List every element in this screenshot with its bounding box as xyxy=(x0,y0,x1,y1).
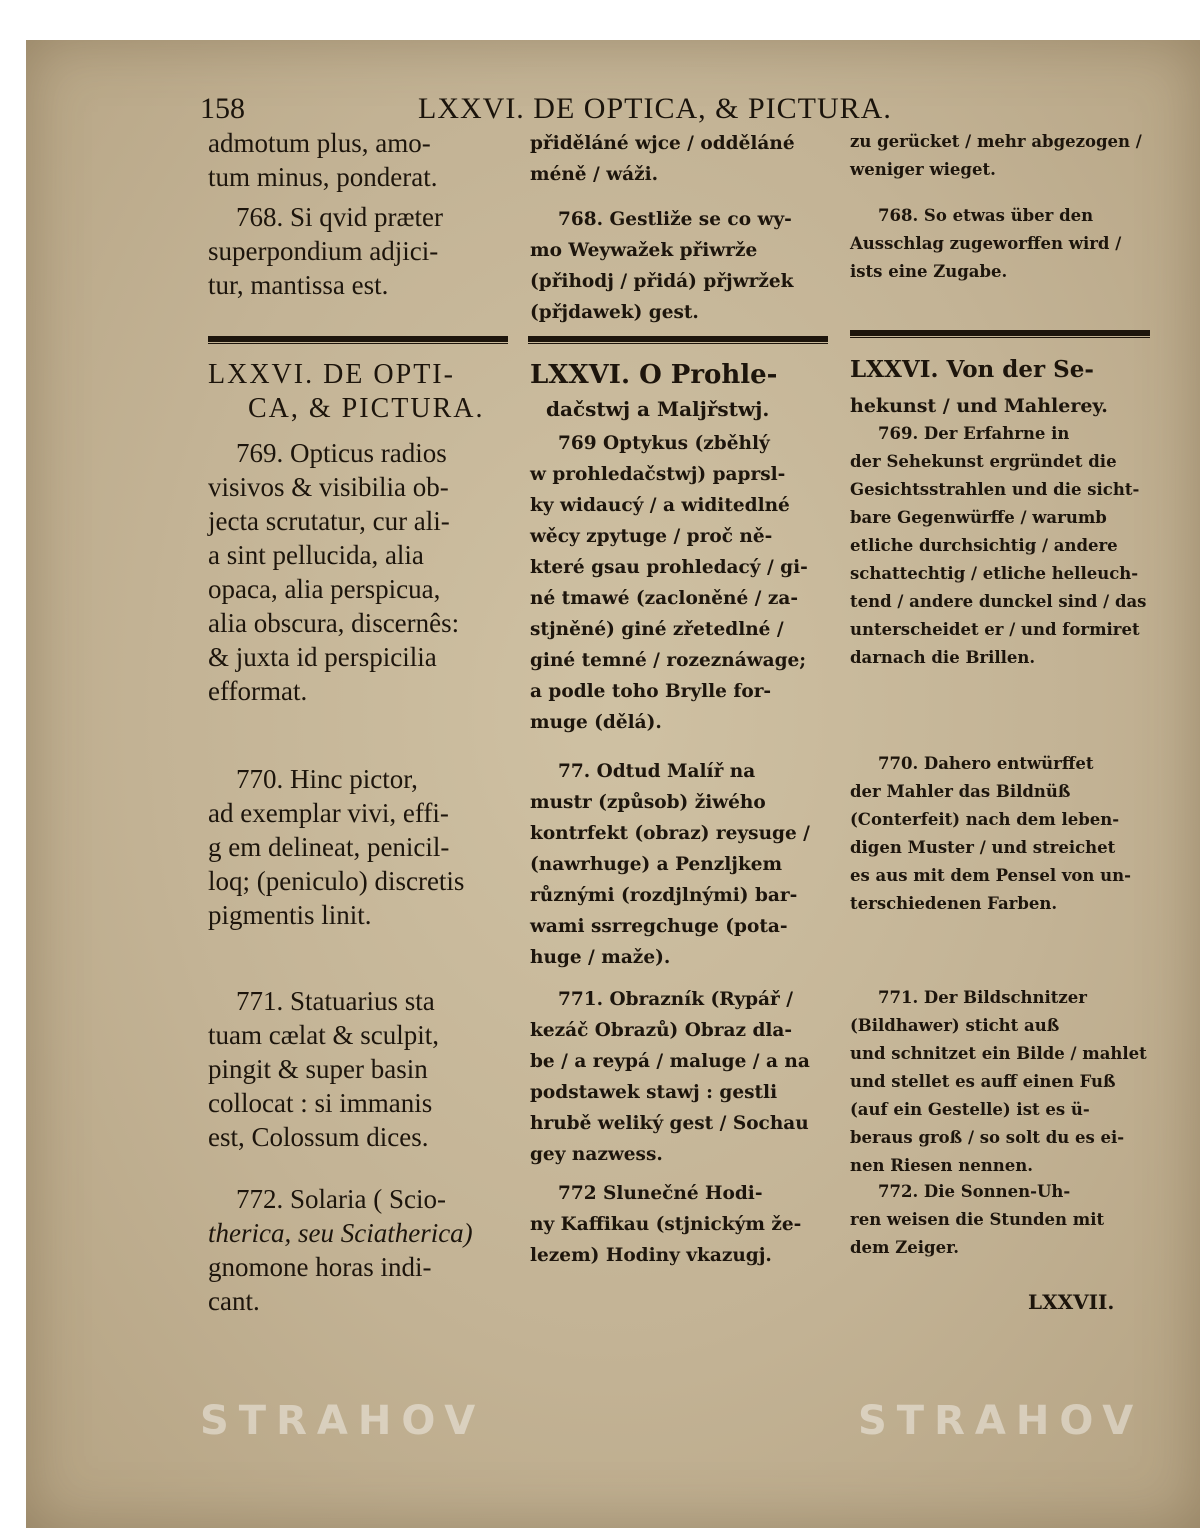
text-line: Gesichtsstrahlen und die sicht- xyxy=(850,480,1140,499)
text-line: lezem) Hodiny vkazugj. xyxy=(530,1245,772,1266)
text-line: darnach die Brillen. xyxy=(850,648,1036,667)
czech-paragraph-769 xyxy=(530,428,835,738)
text-line: der Mahler das Bildnüß xyxy=(850,782,1071,801)
german-paragraph-770 xyxy=(850,750,1160,918)
text-line: CA, & PICTURA. xyxy=(248,393,485,424)
text-line: 768. Si qvid præter xyxy=(236,202,443,232)
text-line: schattechtig / etliche helleuch- xyxy=(850,564,1139,583)
text-line: est, Colossum dices. xyxy=(208,1122,429,1152)
section-divider-german xyxy=(850,330,1150,336)
text-line: alia obscura, discernês: xyxy=(208,608,460,638)
text-line: gey nazwess. xyxy=(530,1144,663,1165)
text-line: 772. Solaria ( Scio- xyxy=(236,1184,446,1214)
text-line: 768. So etwas über den xyxy=(878,206,1094,225)
latin-section-title xyxy=(208,358,513,426)
czech-column xyxy=(530,0,835,1528)
watermark-right: STRAHOV xyxy=(858,1398,1144,1444)
text-line: 768. Gestliže se co wy- xyxy=(558,209,792,230)
text-line: (auf ein Gestelle) ist es ü- xyxy=(850,1100,1090,1119)
text-line: und schnitzet ein Bilde / mahlet xyxy=(850,1044,1147,1063)
czech-paragraph-771 xyxy=(530,984,835,1170)
text-line: pigmentis linit. xyxy=(208,900,372,930)
czech-paragraph-772 xyxy=(530,1178,835,1271)
text-line: 77. Odtud Malíř na xyxy=(558,761,756,782)
text-line: weniger wieget. xyxy=(850,160,996,179)
latin-paragraph-770 xyxy=(208,762,513,932)
text-line: (přihodj / přidá) přjwržek xyxy=(530,271,794,292)
text-line: 770. Hinc pictor, xyxy=(236,764,418,794)
text-line: ren weisen die Stunden mit xyxy=(850,1210,1105,1229)
text-line: loq; (peniculo) discretis xyxy=(208,866,465,896)
text-line: zu gerücket / mehr abgezogen / xyxy=(850,132,1142,151)
german-paragraph-772 xyxy=(850,1178,1160,1262)
text-line: 770. Dahero entwürffet xyxy=(878,754,1094,773)
german-paragraph-771 xyxy=(850,984,1160,1180)
german-paragraph-769 xyxy=(850,420,1160,672)
text-line: admotum plus, amo- xyxy=(208,128,431,158)
text-line: jecta scrutatur, cur ali- xyxy=(208,506,450,536)
german-section-title xyxy=(850,352,1160,424)
watermark-left: STRAHOV xyxy=(200,1398,486,1444)
text-line: wami ssrregchuge (pota- xyxy=(530,916,788,937)
text-line: efformat. xyxy=(208,676,308,706)
text-line: opaca, alia perspicua, xyxy=(208,574,441,604)
text-line: wěcy zpytuge / proč ně- xyxy=(530,526,773,547)
text-line: 771. Der Bildschnitzer xyxy=(878,988,1087,1007)
german-carry-over xyxy=(850,128,1160,184)
czech-paragraph-768 xyxy=(530,204,835,328)
text-line: kezáč Obrazů) Obraz dla- xyxy=(530,1020,793,1041)
text-line: unterscheidet er / und formiret xyxy=(850,620,1140,639)
text-line: w prohledačstwj) paprsl- xyxy=(530,464,786,485)
catchword: LXXVII. xyxy=(1028,1290,1115,1314)
text-line: LXXVI. Von der Se- xyxy=(850,356,1094,383)
text-line: ists eine Zugabe. xyxy=(850,262,1008,281)
page-number: 158 xyxy=(200,92,245,125)
czech-section-title xyxy=(530,358,835,426)
text-line: nen Riesen nennen. xyxy=(850,1156,1033,1175)
text-line: dačstwj a Maljřstwj. xyxy=(546,397,770,421)
text-line: bare Gegenwürffe / warumb xyxy=(850,508,1107,527)
text-line: (přjdawek) gest. xyxy=(530,302,699,323)
text-line: různými (rozdjlnými) bar- xyxy=(530,885,798,906)
text-line: 769. Der Erfahrne in xyxy=(878,424,1070,443)
text-line: (Conterfeit) nach dem leben- xyxy=(850,810,1120,829)
text-line: stjněné) giné zřetedlné / xyxy=(530,619,784,640)
text-line: muge (dělá). xyxy=(530,712,662,733)
text-line: 772 Slunečné Hodi- xyxy=(558,1183,763,1204)
text-line: méně / wáži. xyxy=(530,164,659,185)
text-line: gnomone horas indi- xyxy=(208,1252,432,1282)
latin-carry-over xyxy=(208,126,513,194)
text-line: které gsau prohledacý / gi- xyxy=(530,557,808,578)
text-line: g em delineat, penicil- xyxy=(208,832,450,862)
latin-paragraph-771 xyxy=(208,984,513,1154)
text-line: podstawek stawj : gestli xyxy=(530,1082,778,1103)
text-line: tend / andere dunckel sind / das xyxy=(850,592,1147,611)
latin-column xyxy=(208,0,513,1528)
text-line: terschiedenen Farben. xyxy=(850,894,1058,913)
text-line: beraus groß / so solt du es ei- xyxy=(850,1128,1125,1147)
czech-paragraph-770 xyxy=(530,756,835,973)
text-line: LXXVI. O Prohle- xyxy=(530,360,778,390)
text-line: huge / maže). xyxy=(530,947,671,968)
text-line: 772. Die Sonnen-Uh- xyxy=(878,1182,1071,1201)
text-line: mustr (způsob) žiwého xyxy=(530,792,766,813)
text-line: 771. Statuarius sta xyxy=(236,986,435,1016)
text-line: a podle toho Brylle for- xyxy=(530,681,772,702)
text-line: LXXVI. DE OPTI- xyxy=(208,359,455,390)
text-line: der Sehekunst ergründet die xyxy=(850,452,1117,471)
text-line: es aus mit dem Pensel von un- xyxy=(850,866,1132,885)
text-line: hekunst / und Mahlerey. xyxy=(850,395,1108,417)
text-line: etliche durchsichtig / andere xyxy=(850,536,1118,555)
text-line: Ausschlag zugeworffen wird / xyxy=(850,234,1122,253)
text-line: cant. xyxy=(208,1286,260,1316)
text-line: tuam cælat & sculpit, xyxy=(208,1020,439,1050)
text-line: dem Zeiger. xyxy=(850,1238,960,1257)
text-line: přiděláné wjce / odděláné xyxy=(530,133,795,154)
text-line: (Bildhawer) sticht auß xyxy=(850,1016,1060,1035)
text-line: giné temné / rozeznáwage; xyxy=(530,650,807,671)
running-title: LXXVI. DE OPTICA, & PICTURA. xyxy=(418,92,892,125)
text-line: ky widaucý / a widitedlné xyxy=(530,495,790,516)
section-divider-czech xyxy=(528,336,828,342)
text-line: mo Weywažek přiwrže xyxy=(530,240,758,261)
text-line: superpondium adjici- xyxy=(208,236,439,266)
latin-paragraph-769 xyxy=(208,436,513,708)
text-line: tur, mantissa est. xyxy=(208,270,389,300)
text-line: pingit & super basin xyxy=(208,1054,428,1084)
german-paragraph-768 xyxy=(850,202,1160,286)
text-line: hrubě weliký gest / Sochau xyxy=(530,1113,809,1134)
latin-paragraph-768 xyxy=(208,200,513,302)
text-line: 769. Opticus radios xyxy=(236,438,447,468)
text-line: 769 Optykus (zběhlý xyxy=(558,433,770,454)
text-line: a sint pellucida, alia xyxy=(208,540,424,570)
latin-paragraph-772 xyxy=(208,1182,513,1318)
text-line: (nawrhuge) a Penzljkem xyxy=(530,854,783,875)
text-line: tum minus, ponderat. xyxy=(208,162,438,192)
section-divider-latin xyxy=(208,336,508,342)
text-line: né tmawé (zacloněné / za- xyxy=(530,588,799,609)
text-line: be / a reypá / maluge / a na xyxy=(530,1051,810,1072)
text-line: und stellet es auff einen Fuß xyxy=(850,1072,1116,1091)
text-line: ny Kaffikau (stjnickým že- xyxy=(530,1214,802,1235)
text-line: 771. Obrazník (Rypář / xyxy=(558,989,793,1010)
text-line: & juxta id perspicilia xyxy=(208,642,437,672)
czech-carry-over xyxy=(530,128,835,190)
text-line: visivos & visibilia ob- xyxy=(208,472,449,502)
text-line: digen Muster / und streichet xyxy=(850,838,1116,857)
text-line: collocat : si immanis xyxy=(208,1088,433,1118)
text-line: ad exemplar vivi, effi- xyxy=(208,798,449,828)
text-line: therica, seu Sciatherica) xyxy=(208,1218,473,1248)
text-line: kontrfekt (obraz) reysuge / xyxy=(530,823,810,844)
